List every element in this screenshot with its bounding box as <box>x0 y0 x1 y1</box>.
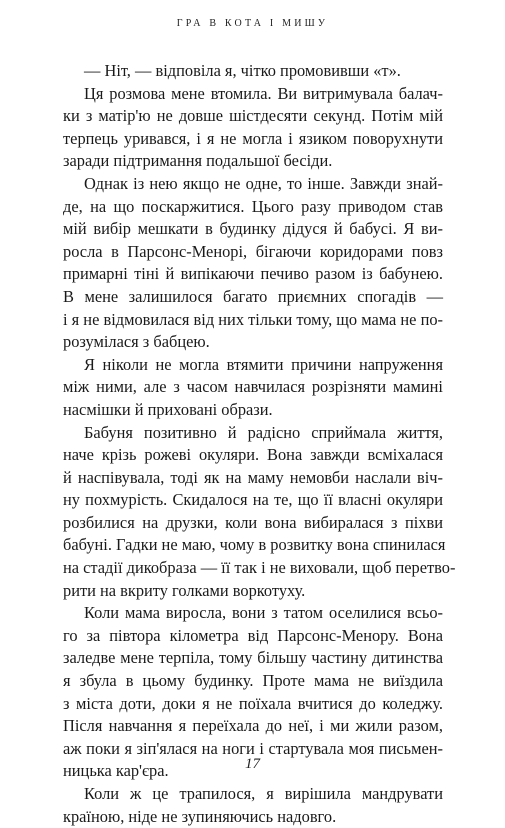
text-line: й наспівувала, тоді як на маму немовби наслали віч- <box>63 467 443 487</box>
text-line: Ця розмова мене втомила. Ви витримувала балач- <box>84 83 443 103</box>
paragraph <box>63 60 443 83</box>
text-line: примарні тіні й випікаючи печиво разом із бабунею. <box>63 264 443 284</box>
text-line: ницька кар'єра. <box>63 761 169 781</box>
text-line: В мене залишилося багато приємних спогадів — <box>63 286 443 306</box>
text-line: Коли ж це трапилося, я вирішила мандрувати <box>84 784 443 803</box>
paragraph <box>63 173 443 354</box>
text-line: росла в Парсонс-Менорі, бігаючи коридорами повз <box>63 241 443 261</box>
text-line: наче крізь рожеві окуляри. Вона завжди всміхалася <box>63 445 443 465</box>
text-line: мій вибір мешкати в будинку дідуся й бабусі. Я ви- <box>63 219 443 239</box>
text-line: Після навчання я переїхала до неї, і ми жили разом, <box>63 716 443 736</box>
text-line: аж поки я зіп'ялася на ноги і стартувала моя письмен- <box>63 738 443 758</box>
text-line: ну похмурість. Скидалося на те, що її власні окуляри <box>63 490 443 510</box>
text-line: розбилися на друзки, коли вона вибиралася з піхви <box>63 512 443 532</box>
text-line: на стадії дикобраза — її так і не виховали, щоб перетво- <box>63 558 456 578</box>
text-line: з міста доти, доки я не поїхала вчитися до коледжу. <box>63 693 443 713</box>
text-line: ки з матір'ю не довше шістдесяти секунд. Потім мій <box>63 106 443 126</box>
paragraph <box>63 83 443 173</box>
text-line: рити на вкриту голками воркотуху. <box>63 580 306 600</box>
text-line: між ними, але з часом навчилася розрізняти мамині <box>63 377 443 397</box>
text-line: заледве мене терпіла, тому більшу частину дитинства <box>63 648 443 668</box>
running-header: ГРА В КОТА І МИШУ <box>176 18 329 29</box>
text-line: терпець уривався, і я не могла і язиком поворухнути <box>63 128 443 148</box>
text-line: і я не відмовилася від них тільки тому, що мама не по- <box>63 309 443 329</box>
text-line: — Ніт, — відповіла я, чітко промовивши «т». <box>84 61 401 80</box>
text-line: Я ніколи не могла втямити причини напруження <box>84 354 443 374</box>
text-line: заради підтримання подальшої бесіди. <box>63 151 333 171</box>
body-text <box>63 60 456 828</box>
text-line: я збула в цьому будинку. Проте мама не виїздила <box>63 671 443 691</box>
text-line: насмішки й приховані образи. <box>63 399 273 419</box>
text-line: Однак із нею якщо не одне, то інше. Завжди знай- <box>84 173 443 193</box>
text-line: де, на що поскаржитися. Цього разу приводом став <box>63 196 443 216</box>
text-line: країною, ніде не зупиняючись надовго. <box>63 806 337 826</box>
paragraph <box>63 354 443 422</box>
text-line: бабуні. Гадки не маю, чому в розвитку вона спинилася <box>63 535 446 555</box>
page-number: 17 <box>245 756 260 772</box>
text-line: розумілася з бабцею. <box>63 332 210 352</box>
text-line: го за півтора кілометра від Парсонс-Менору. Вона <box>63 625 443 645</box>
text-line: Бабуня позитивно й радісно сприймала життя, <box>84 422 443 442</box>
paragraph <box>63 422 456 603</box>
text-line: Коли мама виросла, вони з татом оселилися всьо- <box>84 603 443 623</box>
